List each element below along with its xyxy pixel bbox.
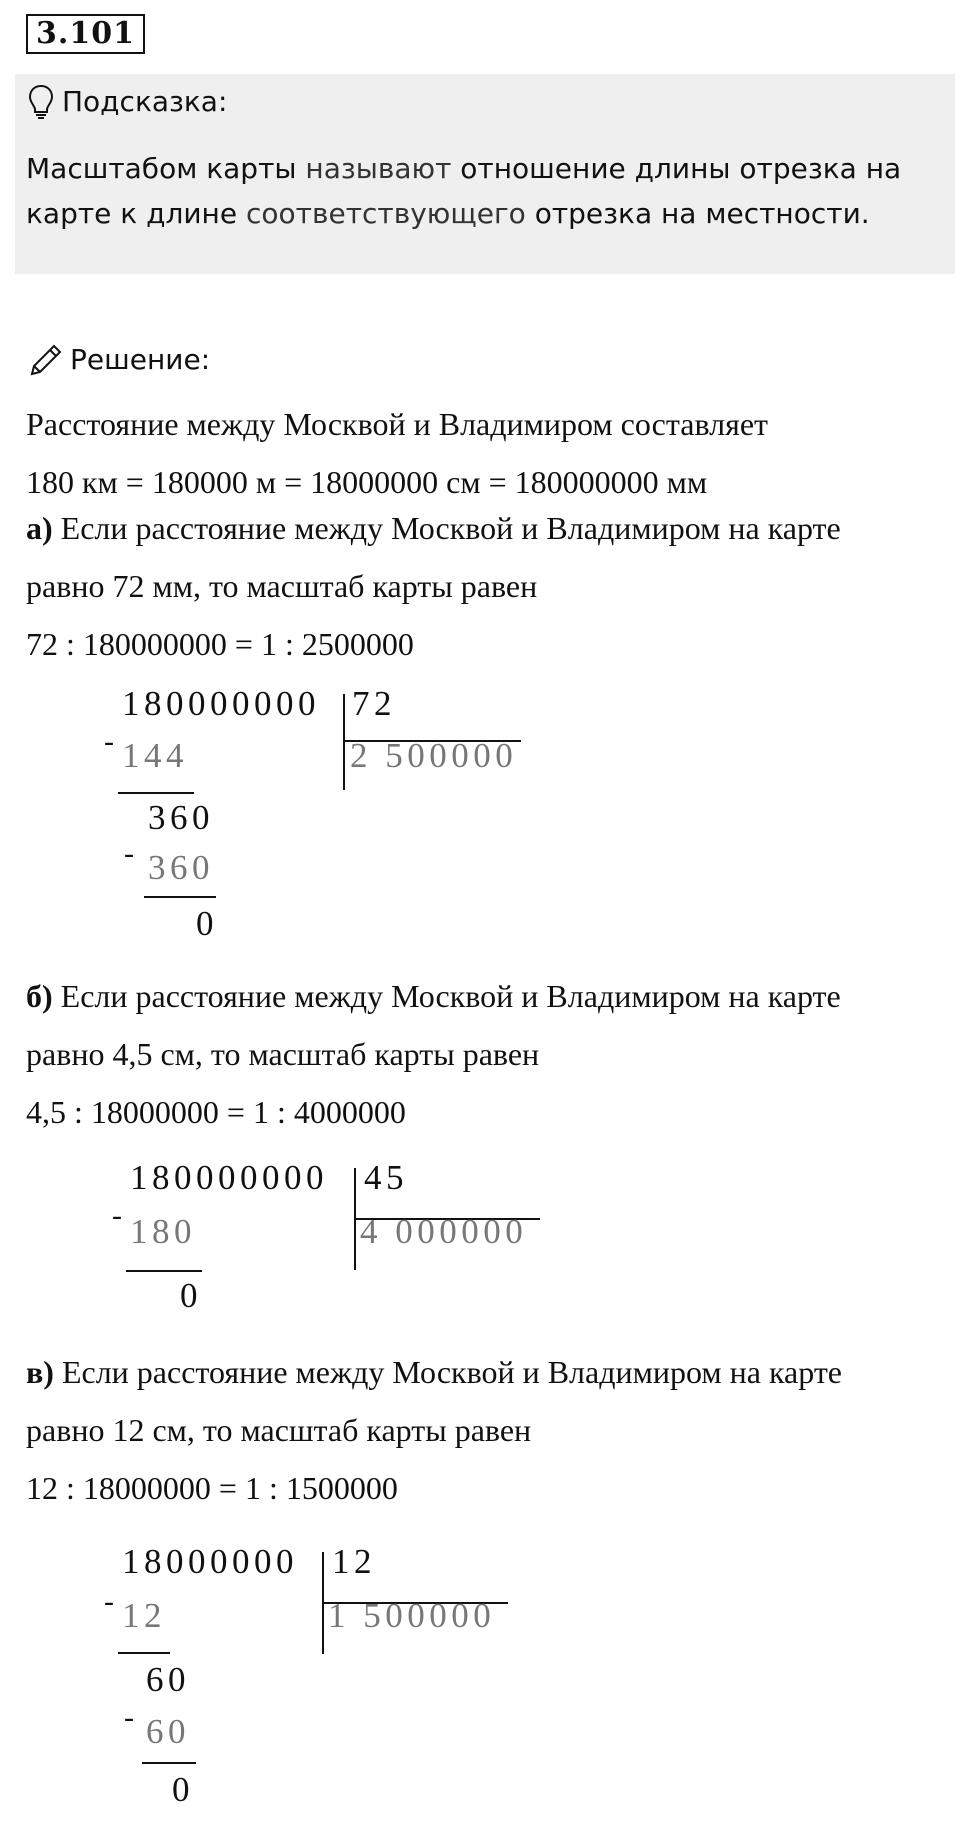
task-number: 3.101 <box>26 14 145 54</box>
quotient: 2 500000 <box>350 736 518 775</box>
part-b-equation: 4,5 : 18000000 = 1 : 4000000 <box>26 1094 406 1130</box>
step-line <box>118 1652 170 1654</box>
part-c-text-2: равно 12 см, то масштаб карты равен <box>26 1412 532 1448</box>
step-line <box>126 1270 202 1272</box>
hint-header <box>28 84 227 120</box>
dividend: 18000000 <box>122 1542 298 1581</box>
step-remainder: 0 <box>172 1770 194 1809</box>
pencil-icon <box>28 342 64 378</box>
part-a-text <box>26 508 841 548</box>
step-line <box>118 792 194 794</box>
minus-sign: - <box>104 725 114 758</box>
solution-header <box>28 342 210 378</box>
divisor: 12 <box>332 1542 376 1581</box>
part-c-text <box>26 1352 842 1392</box>
part-c-sentence: Если расстояние между Москвой и Владимиром на карте <box>53 1354 842 1390</box>
step-remainder: 60 <box>146 1660 190 1699</box>
part-c-equation: 12 : 18000000 = 1 : 1500000 <box>26 1470 398 1506</box>
part-b-label: б) <box>26 978 53 1014</box>
step-subtrahend: 60 <box>146 1712 190 1751</box>
hint-part: называют <box>296 152 461 185</box>
hint-part: соответствующего <box>237 197 535 230</box>
step-remainder: 0 <box>180 1276 202 1315</box>
step-remainder: 360 <box>148 798 214 837</box>
quotient: 1 500000 <box>328 1596 496 1635</box>
minus-sign: - <box>124 1701 134 1734</box>
solution-intro: Расстояние между Москвой и Владимиром составляет <box>26 406 768 442</box>
dividend: 180000000 <box>122 684 320 723</box>
part-b-sentence: Если расстояние между Москвой и Владимиром на карте <box>52 978 841 1014</box>
step-subtrahend: 360 <box>148 848 214 887</box>
lightbulb-icon <box>28 84 54 120</box>
divisor: 72 <box>352 684 396 723</box>
hint-part: отношение длины отрезка на карте к длине <box>26 152 902 230</box>
dividend: 180000000 <box>130 1158 328 1197</box>
divisor: 45 <box>364 1158 408 1197</box>
hint-part: отрезка на местности <box>534 197 861 230</box>
part-a-label: а) <box>26 510 53 546</box>
hint-part: Масштабом карты <box>26 152 297 185</box>
minus-sign: - <box>124 837 134 870</box>
division-bar <box>343 694 345 790</box>
quotient: 4 000000 <box>360 1212 528 1251</box>
step-subtrahend: 144 <box>122 736 188 775</box>
solution-conversion: 180 км = 180000 м = 18000000 см = 180000000 мм <box>26 464 708 500</box>
part-a-equation: 72 : 180000000 = 1 : 2500000 <box>26 626 414 662</box>
step-subtrahend: 180 <box>130 1212 196 1251</box>
step-remainder: 0 <box>196 904 218 943</box>
part-a-sentence: Если расстояние между Москвой и Владимиром на карте <box>52 510 841 546</box>
hint-title: Подсказка: <box>62 85 228 118</box>
minus-sign: - <box>112 1199 122 1232</box>
minus-sign: - <box>104 1585 114 1618</box>
hint-text <box>26 146 926 236</box>
part-c-label: в) <box>26 1354 54 1390</box>
solution-title: Решение: <box>70 343 211 376</box>
step-subtrahend: 12 <box>122 1596 166 1635</box>
step-line <box>144 896 216 898</box>
part-a-text-2: равно 72 мм, то масштаб карты равен <box>26 568 538 604</box>
hint-part: . <box>860 197 870 230</box>
part-b-text-2: равно 4,5 см, то масштаб карты равен <box>26 1036 540 1072</box>
step-line <box>142 1762 196 1764</box>
part-b-text <box>26 976 841 1016</box>
